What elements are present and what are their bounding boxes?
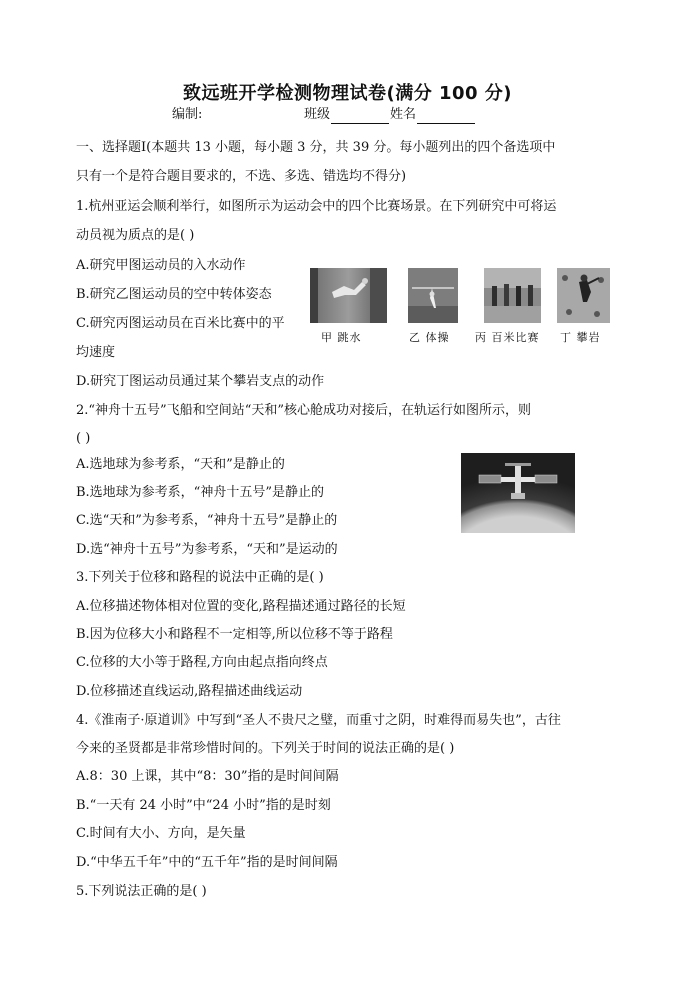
figure-space-station — [461, 453, 575, 533]
q4-stem-1: 4.《淮南子·原道训》中写到“圣人不贵尺之璧，而重寸之阴，时难得而易失也”，古往 — [76, 713, 561, 728]
q1-option-c-2: 均速度 — [76, 345, 116, 360]
q1-option-d: D.研究丁图运动员通过某个攀岩支点的动作 — [76, 374, 325, 389]
q2-option-c: C.选“天和”为参考系，“神舟十五号”是静止的 — [76, 513, 338, 528]
name-blank[interactable] — [417, 109, 475, 124]
q4-stem-2: 今来的圣贤都是非常珍惜时间的。下列关于时间的说法正确的是( ) — [76, 741, 455, 756]
figure-diving — [310, 268, 387, 323]
q1-option-a: A.研究甲图运动员的入水动作 — [76, 258, 246, 273]
caption-gymnastics: 乙 体操 — [409, 331, 450, 344]
q4-option-a: A.8：30 上课，其中“8：30”指的是时间间隔 — [76, 769, 339, 784]
section1-line1: 一、选择题Ⅰ(本题共 13 小题，每小题 3 分，共 39 分。每小题列出的四个备选项中 — [76, 140, 556, 155]
q1-stem-2: 动员视为质点的是( ) — [76, 228, 195, 243]
caption-sprint: 丙 百米比赛 — [475, 331, 540, 344]
q2-option-a: A.选地球为参考系，“天和”是静止的 — [76, 457, 285, 472]
q3-option-a: A.位移描述物体相对位置的变化,路程描述通过路径的长短 — [76, 599, 406, 614]
q2-stem-2: ( ) — [76, 431, 91, 446]
q3-stem: 3.下列关于位移和路程的说法中正确的是( ) — [76, 570, 324, 585]
caption-climbing: 丁 攀岩 — [560, 331, 601, 344]
q1-option-c-1: C.研究丙图运动员在百米比赛中的平 — [76, 316, 285, 331]
q1-option-b: B.研究乙图运动员的空中转体姿态 — [76, 287, 272, 302]
q2-stem-1: 2.“神舟十五号”飞船和空间站“天和”核心舱成功对接后，在轨运行如图所示，则 — [76, 403, 531, 418]
q2-option-b: B.选地球为参考系，“神舟十五号”是静止的 — [76, 485, 324, 500]
class-blank[interactable] — [331, 109, 389, 124]
caption-diving: 甲 跳水 — [321, 331, 362, 344]
q1-stem-1: 1.杭州亚运会顺利举行，如图所示为运动会中的四个比赛场景。在下列研究中可将运 — [76, 199, 557, 214]
q4-option-b: B.“一天有 24 小时”中“24 小时”指的是时刻 — [76, 798, 331, 813]
q3-option-d: D.位移描述直线运动,路程描述曲线运动 — [76, 684, 303, 699]
q2-option-d: D.选“神舟十五号”为参考系，“天和”是运动的 — [76, 542, 338, 557]
compiler-label: 编制: — [172, 107, 203, 122]
figure-sprint — [484, 268, 541, 323]
q4-option-c: C.时间有大小、方向，是矢量 — [76, 826, 246, 841]
class-name-fields — [304, 106, 476, 124]
figure-climbing — [557, 268, 610, 323]
q5-stem: 5.下列说法正确的是( ) — [76, 884, 207, 899]
class-label: 班级 — [304, 107, 331, 122]
q3-option-c: C.位移的大小等于路程,方向由起点指向终点 — [76, 655, 328, 670]
page-title: 致远班开学检测物理试卷(满分 100 分) — [182, 83, 513, 104]
q4-option-d: D.“中华五千年”中的“五千年”指的是时间间隔 — [76, 855, 338, 870]
figure-gymnastics — [408, 268, 458, 323]
q3-option-b: B.因为位移大小和路程不一定相等,所以位移不等于路程 — [76, 627, 393, 642]
name-label: 姓名 — [390, 107, 417, 122]
section1-line2: 只有一个是符合题目要求的，不选、多选、错选均不得分) — [76, 169, 407, 184]
